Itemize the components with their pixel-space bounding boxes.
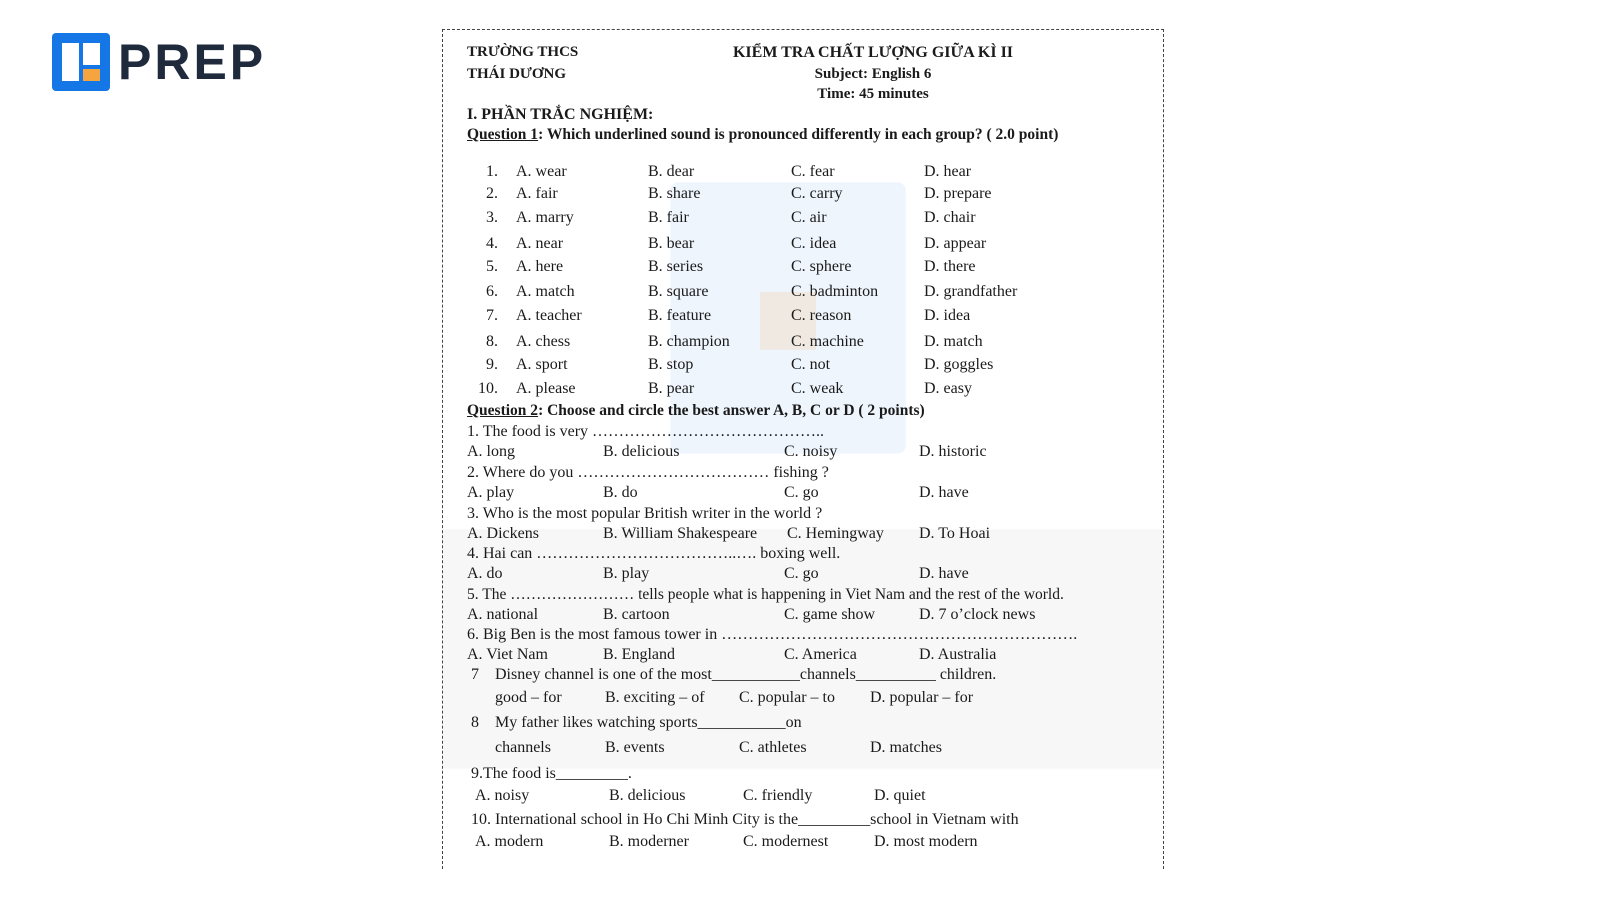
q2-option-b: B. William Shakespeare bbox=[603, 525, 758, 542]
q2-option-b: B. delicious bbox=[609, 787, 686, 804]
q1-option-a: A. teacher bbox=[516, 307, 582, 324]
q2-option-a: A. Dickens bbox=[467, 525, 539, 542]
q1-row bbox=[443, 258, 1163, 280]
exam-subject: Subject: English 6 bbox=[814, 66, 932, 82]
q2-option-c: C. go bbox=[784, 484, 819, 501]
q1-option-b: B. square bbox=[648, 283, 709, 300]
q2-option-a: A. do bbox=[467, 565, 503, 582]
q1-row bbox=[443, 235, 1163, 257]
q1-row bbox=[443, 333, 1163, 355]
q2-stem: 5. The …………………… tells people what is happening in Viet Nam and the rest of the world. bbox=[467, 586, 1064, 603]
q2-option-c: C. noisy bbox=[784, 443, 838, 460]
section1-title: I. PHẦN TRẮC NGHIỆM: bbox=[467, 106, 654, 123]
q2-option-b: B. moderner bbox=[609, 833, 689, 850]
q1-option-d: D. easy bbox=[924, 380, 972, 397]
q2-option-d: D. 7 o’clock news bbox=[919, 606, 1036, 623]
q1-number: 1. bbox=[486, 163, 498, 180]
q2-option-d: D. most modern bbox=[874, 833, 978, 850]
q1-option-c: C. sphere bbox=[791, 258, 852, 275]
q1-option-a: A. here bbox=[516, 258, 564, 275]
q1-option-a: A. please bbox=[516, 380, 576, 397]
q1-row bbox=[443, 209, 1163, 231]
q2-option-a: A. play bbox=[467, 484, 515, 501]
q2-stem: 4. Hai can ………………………………..…. boxing well. bbox=[467, 545, 841, 562]
q2-option-b: B. England bbox=[603, 646, 675, 663]
q2-option-d: D. historic bbox=[919, 443, 987, 460]
q1-number: 8. bbox=[486, 333, 498, 350]
prep-logo bbox=[52, 33, 266, 91]
q1-option-c: C. reason bbox=[791, 307, 852, 324]
exam-title: KIỂM TRA CHẤT LƯỢNG GIỮA KÌ II bbox=[732, 44, 1014, 61]
q1-number: 10. bbox=[478, 380, 498, 397]
q1-number: 5. bbox=[486, 258, 498, 275]
q1-row bbox=[443, 185, 1163, 207]
q2-option-a: good – for bbox=[495, 689, 562, 706]
q2-options bbox=[443, 606, 1163, 628]
q1-row bbox=[443, 163, 1163, 185]
q2-option-d: D. quiet bbox=[874, 787, 926, 804]
q1-option-a: A. wear bbox=[516, 163, 567, 180]
q1-option-b: B. feature bbox=[648, 307, 712, 324]
q1-row bbox=[443, 380, 1163, 402]
prep-logo-text: PREP bbox=[118, 34, 267, 90]
q1-option-b: B. champion bbox=[648, 333, 730, 350]
q2-stem-number: 8 bbox=[471, 714, 479, 731]
question1-label: Question 1 bbox=[467, 126, 539, 143]
q1-number: 6. bbox=[486, 283, 498, 300]
q2-options bbox=[443, 689, 1163, 711]
q2-stem: 1. The food is very …………………………………….. bbox=[467, 423, 825, 440]
q2-options bbox=[443, 833, 1163, 855]
q2-stem-number: 7 bbox=[471, 666, 479, 683]
q2-option-d: D. Australia bbox=[919, 646, 997, 663]
q1-option-b: B. dear bbox=[648, 163, 695, 180]
q1-option-d: D. appear bbox=[924, 235, 987, 252]
q2-options bbox=[443, 787, 1163, 809]
q1-row bbox=[443, 283, 1163, 305]
q1-option-c: C. not bbox=[791, 356, 831, 373]
q2-option-c: C. friendly bbox=[743, 787, 813, 804]
q2-option-a: A. noisy bbox=[475, 787, 530, 804]
q2-stem: 6. Big Ben is the most famous tower in …………………………………………………………. bbox=[467, 626, 1078, 643]
school-name-line2: THÁI DƯƠNG bbox=[467, 66, 567, 82]
q1-option-d: D. chair bbox=[924, 209, 976, 226]
q1-option-c: C. machine bbox=[791, 333, 864, 350]
q1-row bbox=[443, 356, 1163, 378]
q1-option-d: D. hear bbox=[924, 163, 972, 180]
q1-option-b: B. series bbox=[648, 258, 704, 275]
question1-heading bbox=[467, 126, 1058, 144]
q1-option-a: A. match bbox=[516, 283, 575, 300]
q1-option-c: C. badminton bbox=[791, 283, 879, 300]
exam-time: Time: 45 minutes bbox=[817, 86, 929, 102]
q2-option-b: B. do bbox=[603, 484, 638, 501]
q2-options bbox=[443, 565, 1163, 587]
q1-option-b: B. bear bbox=[648, 235, 695, 252]
q2-stem: Disney channel is one of the most___________channels__________ children. bbox=[495, 666, 997, 683]
q2-stem: 3. Who is the most popular British writer in the world ? bbox=[467, 505, 823, 522]
q1-option-a: A. chess bbox=[516, 333, 571, 350]
q1-option-a: A. near bbox=[516, 235, 564, 252]
q1-option-d: D. prepare bbox=[924, 185, 992, 202]
q1-option-b: B. stop bbox=[648, 356, 694, 373]
exam-paper bbox=[442, 29, 1164, 869]
q1-option-c: C. air bbox=[791, 209, 827, 226]
q2-stem: 10. International school in Ho Chi Minh City is the_________school in Vietnam with bbox=[471, 811, 1019, 828]
q1-option-b: B. fair bbox=[648, 209, 689, 226]
q1-option-c: C. fear bbox=[791, 163, 835, 180]
q1-option-b: B. share bbox=[648, 185, 701, 202]
q2-option-b: B. delicious bbox=[603, 443, 680, 460]
q2-option-a: A. Viet Nam bbox=[467, 646, 548, 663]
q2-option-b: B. play bbox=[603, 565, 650, 582]
q1-row bbox=[443, 307, 1163, 329]
q2-option-a: A. modern bbox=[475, 833, 544, 850]
q1-option-c: C. carry bbox=[791, 185, 843, 202]
q2-stem: 9.The food is_________. bbox=[471, 765, 632, 782]
prep-logo-icon bbox=[52, 33, 110, 91]
q2-option-c: C. America bbox=[784, 646, 857, 663]
q2-option-c: C. modernest bbox=[743, 833, 829, 850]
q1-option-a: A. marry bbox=[516, 209, 574, 226]
q1-number: 9. bbox=[486, 356, 498, 373]
q2-stem: My father likes watching sports___________on bbox=[495, 714, 802, 731]
q2-option-d: D. have bbox=[919, 565, 969, 582]
q2-option-b: B. exciting – of bbox=[605, 689, 705, 706]
q1-option-d: D. match bbox=[924, 333, 983, 350]
q2-option-c: C. go bbox=[784, 565, 819, 582]
q1-option-b: B. pear bbox=[648, 380, 695, 397]
q1-number: 3. bbox=[486, 209, 498, 226]
exam-content bbox=[443, 30, 1163, 869]
q1-option-d: D. goggles bbox=[924, 356, 994, 373]
question2-heading bbox=[467, 402, 925, 420]
q1-option-c: C. idea bbox=[791, 235, 837, 252]
q2-option-b: B. events bbox=[605, 739, 665, 756]
q2-option-d: D. To Hoai bbox=[919, 525, 991, 542]
school-name-line1: TRƯỜNG THCS bbox=[467, 44, 579, 60]
q2-option-d: D. matches bbox=[870, 739, 942, 756]
q2-option-c: C. Hemingway bbox=[787, 525, 884, 542]
q2-option-b: B. cartoon bbox=[603, 606, 670, 623]
q1-option-d: D. there bbox=[924, 258, 976, 275]
q2-option-d: D. popular – for bbox=[870, 689, 974, 706]
q2-options bbox=[443, 443, 1163, 465]
q1-number: 4. bbox=[486, 235, 498, 252]
question2-label: Question 2 bbox=[467, 402, 539, 419]
q1-option-a: A. fair bbox=[516, 185, 558, 202]
q2-options bbox=[443, 646, 1163, 668]
q2-options bbox=[443, 739, 1163, 761]
q1-option-d: D. grandfather bbox=[924, 283, 1018, 300]
q2-option-c: C. popular – to bbox=[739, 689, 835, 706]
q2-stem: 2. Where do you ……………………………… fishing ? bbox=[467, 464, 829, 481]
q2-option-d: D. have bbox=[919, 484, 969, 501]
q2-option-a: A. national bbox=[467, 606, 539, 623]
q1-number: 7. bbox=[486, 307, 498, 324]
q2-option-a: A. long bbox=[467, 443, 515, 460]
question1-prompt: : Which underlined sound is pronounced differently in each group? ( 2.0 point) bbox=[538, 126, 1059, 143]
question2-prompt: : Choose and circle the best answer A, B, C or D ( 2 points) bbox=[538, 402, 925, 419]
q2-option-a: channels bbox=[495, 739, 551, 756]
q1-number: 2. bbox=[486, 185, 498, 202]
q2-option-c: C. game show bbox=[784, 606, 876, 623]
q2-options bbox=[443, 525, 1163, 547]
q2-options bbox=[443, 484, 1163, 506]
q1-option-a: A. sport bbox=[516, 356, 568, 373]
q1-option-d: D. idea bbox=[924, 307, 971, 324]
q1-option-c: C. weak bbox=[791, 380, 844, 397]
q2-option-c: C. athletes bbox=[739, 739, 807, 756]
